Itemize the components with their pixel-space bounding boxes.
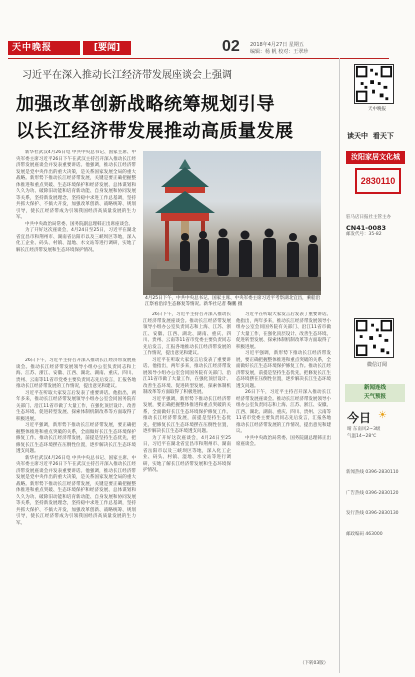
article-column-1: [16, 150, 136, 355]
qr-caption-top: 天中晚报: [368, 107, 386, 112]
column-divider: [339, 58, 340, 673]
qr-code-top: [354, 64, 394, 104]
article-paragraph: 为了开好这次座谈会，4月24日至25日，习近平在湖北省宜昌市和荆州市、湖南省岳阳市以及三峡坝区等地，深入化工企业、码头、村镇、湿地、水文站等进行调研，实地了解长江经济带发展和生态环境保护情况。: [143, 435, 231, 473]
proofreader-credit: 校对：王翠珍: [278, 49, 309, 55]
slogan-left: 读天中: [347, 132, 368, 140]
qr-caption-bottom: 微信订阅: [366, 362, 387, 368]
article-paragraph: 新华社武汉4月26日电 中共中央总书记、国家主席、中央军委主席习近平26日下午在武汉主持召开深入推动长江经济带发展座谈会并发表重要讲话。他强调，推动长江经济带发展是党中央作出的重大决策，是关系国家发展全局的重大战略。新形势下推动长江经济带发展，关键是要正确把握整体推进和重点突破、生态环境保护和经济发展、总体谋划和久久为功、破除旧动能和培育新动能、自身发展和协同发展等关系，坚持新发展理念，坚持稳中求进工作总基调，坚持共抓大保护、不搞大开发，加强改革创新、战略统筹、规划引导，使长江经济带成为引领我国经济高质量发展的生力军。: [16, 455, 136, 526]
publisher-label: 驻马店日报社主管主办: [346, 215, 391, 220]
sidebar-red-banner: 汝阳家居文化城: [346, 151, 405, 164]
photo-caption: 4月25日下午，中共中央总书记、国家主席、中央军委主席习近平考察湖北宜昌，乘船沿江察看沿岸生态修复等情况。新华社记者 鞠鹏 摄: [145, 296, 321, 307]
paper-masthead: 天中晚报: [8, 41, 80, 55]
cn-number: CN41-0083: [346, 223, 387, 232]
headline-line-1: 加强改革创新战略统筹规划引导: [16, 94, 275, 115]
hotline-box: 2830110: [355, 168, 401, 194]
article-paragraph: 习近平在听取大家发言后发表了重要讲话。他指出，两年多来，推动长江经济带发展领导小组办公室会同国务院有关部门、沿江11省市做了大量工作，在强化顶层设计、改善生态环境、促进转型发展、探索体制机制改革等方面取得了积极进展。: [16, 390, 136, 422]
article-paragraph: 习近平在听取大家发言后发表了重要讲话。他指出，两年多来，推动长江经济带发展领导小组办公室会同国务院有关部门、沿江11省市做了大量工作，在强化顶层设计、改善生态环境、促进转型发展、探索体制机制改革等方面取得了积极进展。: [143, 357, 231, 395]
article-paragraph: 习近平强调，新形势下推动长江经济带发展，要正确把握整体推进和重点突破的关系，全面做好长江生态环境保护修复工作。推动长江经济带发展，前提是坚持生态优先，把修复长江生态环境摆在压倒性位置，逐步解决长江生态环境透支问题。: [16, 423, 136, 454]
issue-meta: [250, 42, 380, 56]
contact-item: 广告热线 0396-2830120: [346, 490, 399, 496]
slogan: [347, 131, 394, 141]
contact-item: 新闻热线 0396-2830110: [346, 470, 399, 475]
page-number: 02: [222, 38, 240, 55]
headline-line-2: 以长江经济带发展推动高质量发展: [16, 121, 294, 142]
article-paragraph: 26日下午，习近平主持召开深入推动长江经济带发展座谈会。推动长江经济带发展领导小组办公室负责同志和上海、江苏、浙江、安徽、江西、湖北、湖南、重庆、四川、贵州、云南等11省市党委主要负责同志先后发言，汇报各地推动长江经济带发展的工作情况，提出意见和建议。: [143, 312, 231, 356]
group-of-people-image: [173, 221, 321, 291]
weather-details: [347, 427, 407, 440]
section-label: [要闻]: [83, 41, 131, 55]
article-paragraph: 为了开好这次座谈会，4月24日至25日，习近平在湖北省宜昌市和荆州市、湖南省岳阳市以及三峡坝区等地，深入化工企业、码头、村镇、湿地、水文站等进行调研，实地了解长江经济带发展和生态环境保护情况。: [16, 228, 136, 253]
article-paragraph: 中共中央政治局常委、国务院副总理韩正出席座谈会。: [25, 221, 133, 227]
header-rule: [8, 58, 389, 59]
qr-code-icon: [355, 65, 393, 103]
article-paragraph: 习近平强调，新形势下推动长江经济带发展，要正确把握整体推进和重点突破的关系，全面做好长江生态环境保护修复工作。推动长江经济带发展，前提是坚持生态优先，把修复长江生态环境摆在压倒性位置，逐步解决长江生态环境透支问题。: [236, 351, 331, 389]
editor-credit: 编辑：杨 帆: [250, 49, 277, 55]
sun-icon: ☀: [378, 410, 387, 421]
article-paragraph: 26日下午，习近平主持召开深入推动长江经济带发展座谈会。推动长江经济带发展领导小组办公室负责同志和上海、江苏、浙江、安徽、江西、湖北、湖南、重庆、四川、贵州、云南等11省市党委主要负责同志先后发言，汇报各地推动长江经济带发展的工作情况，提出意见和建议。: [16, 358, 136, 389]
issue-weekday: 星期五: [288, 42, 304, 48]
qr-code-icon: [355, 319, 393, 357]
article-paragraph: 习近平强调，新形势下推动长江经济带发展，要正确把握整体推进和重点突破的关系，全面做好长江生态环境保护修复工作。推动长江经济带发展，前提是坚持生态优先，把修复长江生态环境摆在压倒性位置，逐步解决长江生态环境透支问题。: [143, 396, 231, 434]
postal-code: 邮发代号：35-82: [346, 231, 382, 237]
headline-kicker: 习近平在深入推动长江经济带发展座谈会上强调: [22, 70, 232, 81]
article-paragraph: 26日下午，习近平主持召开深入推动长江经济带发展座谈会。推动长江经济带发展领导小组办公室负责同志和上海、江苏、浙江、安徽、江西、湖北、湖南、重庆、四川、贵州、云南等11省市党委主要负责同志先后发言，汇报各地推动长江经济带发展的工作情况，提出意见和建议。: [236, 390, 331, 434]
weather-temp: 气温14~28℃: [347, 433, 377, 439]
slogan-right: 看天下: [372, 132, 394, 140]
article-column-1b: [16, 358, 136, 658]
qr-code-bottom: [354, 318, 394, 358]
article-paragraph: 习近平在听取大家发言后发表了重要讲话。他指出，两年多来，推动长江经济带发展领导小组办公室会同国务院有关部门、沿江11省市做了大量工作，在强化顶层设计、改善生态环境、促进转型发展、探索体制机制改革等方面取得了积极进展。: [236, 312, 331, 350]
weather-banner: [345, 384, 405, 402]
article-paragraph: 中共中央政治局常委、国务院副总理韩正出席座谈会。: [236, 435, 331, 447]
weather-today-label: 今日: [347, 411, 372, 425]
news-photo: [143, 151, 321, 295]
weather-desc: 晴 东南风2~3级: [347, 427, 381, 432]
weather-banner-line-1: 新闻连线: [363, 385, 386, 391]
contact-item: 邮政编码 463000: [346, 531, 383, 537]
contact-list: [346, 470, 408, 538]
weather-banner-line-2: 天气预报: [363, 394, 386, 400]
article-column-2: [143, 312, 231, 658]
issue-date: 2018年4月27日: [250, 42, 288, 48]
article-paragraph: 新华社武汉4月26日电 中共中央总书记、国家主席、中央军委主席习近平26日下午在武汉主持召开深入推动长江经济带发展座谈会并发表重要讲话。他强调，推动长江经济带发展是党中央作出的重大决策，是关系国家发展全局的重大战略。新形势下推动长江经济带发展，关键是要正确把握整体推进和重点突破、生态环境保护和经济发展、总体谋划和久久为功、破除旧动能和培育新动能、自身发展和协同发展等关系，坚持新发展理念，坚持稳中求进工作总基调，坚持共抓大保护、不搞大开发，加强改革创新、战略统筹、规划引导，使长江经济带成为引领我国经济高质量发展的生力军。: [16, 150, 136, 220]
publisher-info: [346, 215, 408, 238]
contact-item: 发行热线 0396-2830130: [346, 511, 399, 516]
continued-note: （下转03版）: [300, 661, 329, 666]
article-column-3: [236, 312, 331, 658]
